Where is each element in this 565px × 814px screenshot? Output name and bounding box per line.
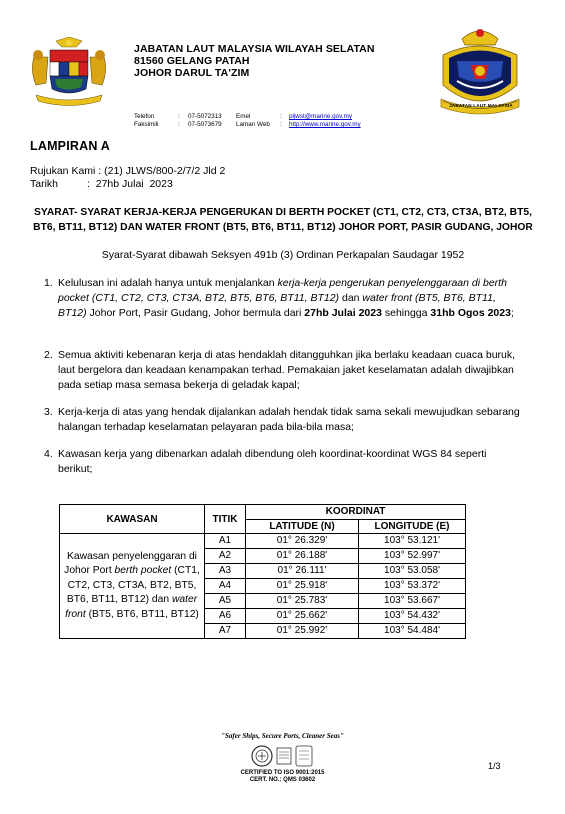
iso-certification: CERTIFIED TO ISO 9001:2015: [240, 770, 325, 776]
certification-badges-icon: [250, 742, 315, 770]
latitude-cell: 01° 25.783': [246, 594, 359, 609]
item-number: 1.: [44, 277, 53, 289]
email-link[interactable]: pljwst@marine.gov.my: [289, 113, 352, 120]
titik-cell: A1: [205, 534, 246, 549]
reference-number: Rujukan Kami : (21) JLWS/800-2/7/2 Jld 2: [30, 165, 226, 177]
telefon-label: Telefon: [134, 113, 155, 120]
separator: :: [280, 113, 282, 120]
item-number: 3.: [44, 406, 53, 418]
appendix-heading: LAMPIRAN A: [30, 139, 111, 153]
page-number: 1/3: [488, 761, 501, 771]
separator: :: [178, 121, 180, 128]
titik-cell: A3: [205, 564, 246, 579]
document-title: SYARAT- SYARAT KERJA-KERJA PENGERUKAN DI BERTH POCKET (CT1, CT2, CT3, CT3A, BT2, BT5, BT6, BT11, BT12) DAN WATER FRONT (BT5, BT6, BT11, BT12) JOHOR PORT, PASIR GUDANG, JOHOR: [33, 207, 533, 233]
latitude-cell: 01° 25.662': [246, 609, 359, 624]
department-name: JABATAN LAUT MALAYSIA WILAYAH SELATAN: [134, 43, 375, 55]
header-kawasan: KAWASAN: [60, 505, 205, 534]
separator: :: [280, 121, 282, 128]
latitude-cell: 01° 26.329': [246, 534, 359, 549]
coordinates-table: [59, 504, 466, 639]
item-text: Semua aktiviti kebenaran kerja di atas hendaklah ditangguhkan jika berlaku keadaan cuaca buruk, laut bergelora dan keadaan kenampakan terhad. Pemakaian jaket keselamatan adalah diwajibkan pada setiap masa semasa bekerja di geladak kapal;: [58, 349, 516, 392]
titik-cell: A4: [205, 579, 246, 594]
condition-item: [44, 447, 522, 477]
postcode-line: 81560 GELANG PATAH: [134, 55, 250, 67]
date-label: Tarikh: [30, 178, 59, 190]
kawasan-cell: Kawasan penyelenggaran di Johor Port berth pocket (CT1, CT2, CT3, CT3A, BT2, BT5, BT6, BT11, BT12) dan water front (BT5, BT6, BT11, BT12): [60, 534, 205, 639]
longitude-cell: 103° 54.432': [359, 609, 466, 624]
footer-motto: "Safer Ships, Secure Ports, Cleaner Seas": [221, 732, 344, 740]
table-row: [60, 534, 466, 549]
header-longitude: LONGITUDE (E): [359, 519, 466, 534]
faksimili-label: Faksimili: [134, 121, 159, 128]
condition-item: [44, 276, 522, 322]
item-number: 4.: [44, 448, 53, 460]
item-number: 2.: [44, 349, 53, 361]
longitude-cell: 103° 53.058': [359, 564, 466, 579]
item-text: Kawasan kerja yang dibenarkan adalah dibendung oleh koordinat-koordinat WGS 84 seperti berikut;: [58, 448, 487, 476]
certificate-number: CERT. NO.: QMS 03602: [249, 777, 316, 783]
longitude-cell: 103° 53.667': [359, 594, 466, 609]
emel-label: Emel: [236, 113, 251, 120]
crest-caption: JABATAN LAUT MALAYSIA: [449, 103, 513, 108]
website-link[interactable]: http://www.marine.gov.my: [289, 121, 361, 128]
latitude-cell: 01° 26.188': [246, 549, 359, 564]
condition-item: [44, 405, 522, 435]
titik-cell: A2: [205, 549, 246, 564]
titik-cell: A7: [205, 624, 246, 639]
latitude-cell: 01° 25.918': [246, 579, 359, 594]
header-titik: TITIK: [205, 505, 246, 534]
header-koordinat: KOORDINAT: [246, 505, 466, 520]
faksimili-value: 07-5073679: [188, 121, 222, 128]
separator: :: [178, 113, 180, 120]
date-value: : 27hb Julai 2023: [87, 178, 173, 190]
longitude-cell: 103° 53.121': [359, 534, 466, 549]
condition-item: [44, 348, 522, 394]
item-text: Kerja-kerja di atas yang hendak dijalankan adalah hendak tidak sama sekali mewujudkan sebarang halangan terhadap keselamatan pelayaran pada bila-bila masa;: [58, 406, 520, 434]
titik-cell: A6: [205, 609, 246, 624]
coat-of-arms-logo: [26, 37, 112, 109]
laman-web-label: Laman Web: [236, 121, 270, 128]
longitude-cell: 103° 53.372': [359, 579, 466, 594]
item-text: Kelulusan ini adalah hanya untuk menjalankan kerja-kerja pengerukan penyelenggaraan di berth pocket (CT1, CT2, CT3, CT3A, BT2, BT5, BT6, BT11, BT12) dan water front (BT5, BT6, BT11, BT12) Johor Port, Pasir Gudang, Johor bermula dari 27hb Julai 2023 sehingga 31hb Ogos 2023;: [58, 277, 514, 320]
telefon-value: 07-5072313: [188, 113, 222, 120]
state-line: JOHOR DARUL TA'ZIM: [134, 67, 250, 79]
titik-cell: A5: [205, 594, 246, 609]
longitude-cell: 103° 54.484': [359, 624, 466, 639]
longitude-cell: 103° 52.997': [359, 549, 466, 564]
latitude-cell: 01° 25.992': [246, 624, 359, 639]
header-latitude: LATITUDE (N): [246, 519, 359, 534]
latitude-cell: 01° 26.111': [246, 564, 359, 579]
document-subtitle: Syarat-Syarat dibawah Seksyen 491b (3) Ordinan Perkapalan Saudagar 1952: [101, 249, 465, 261]
